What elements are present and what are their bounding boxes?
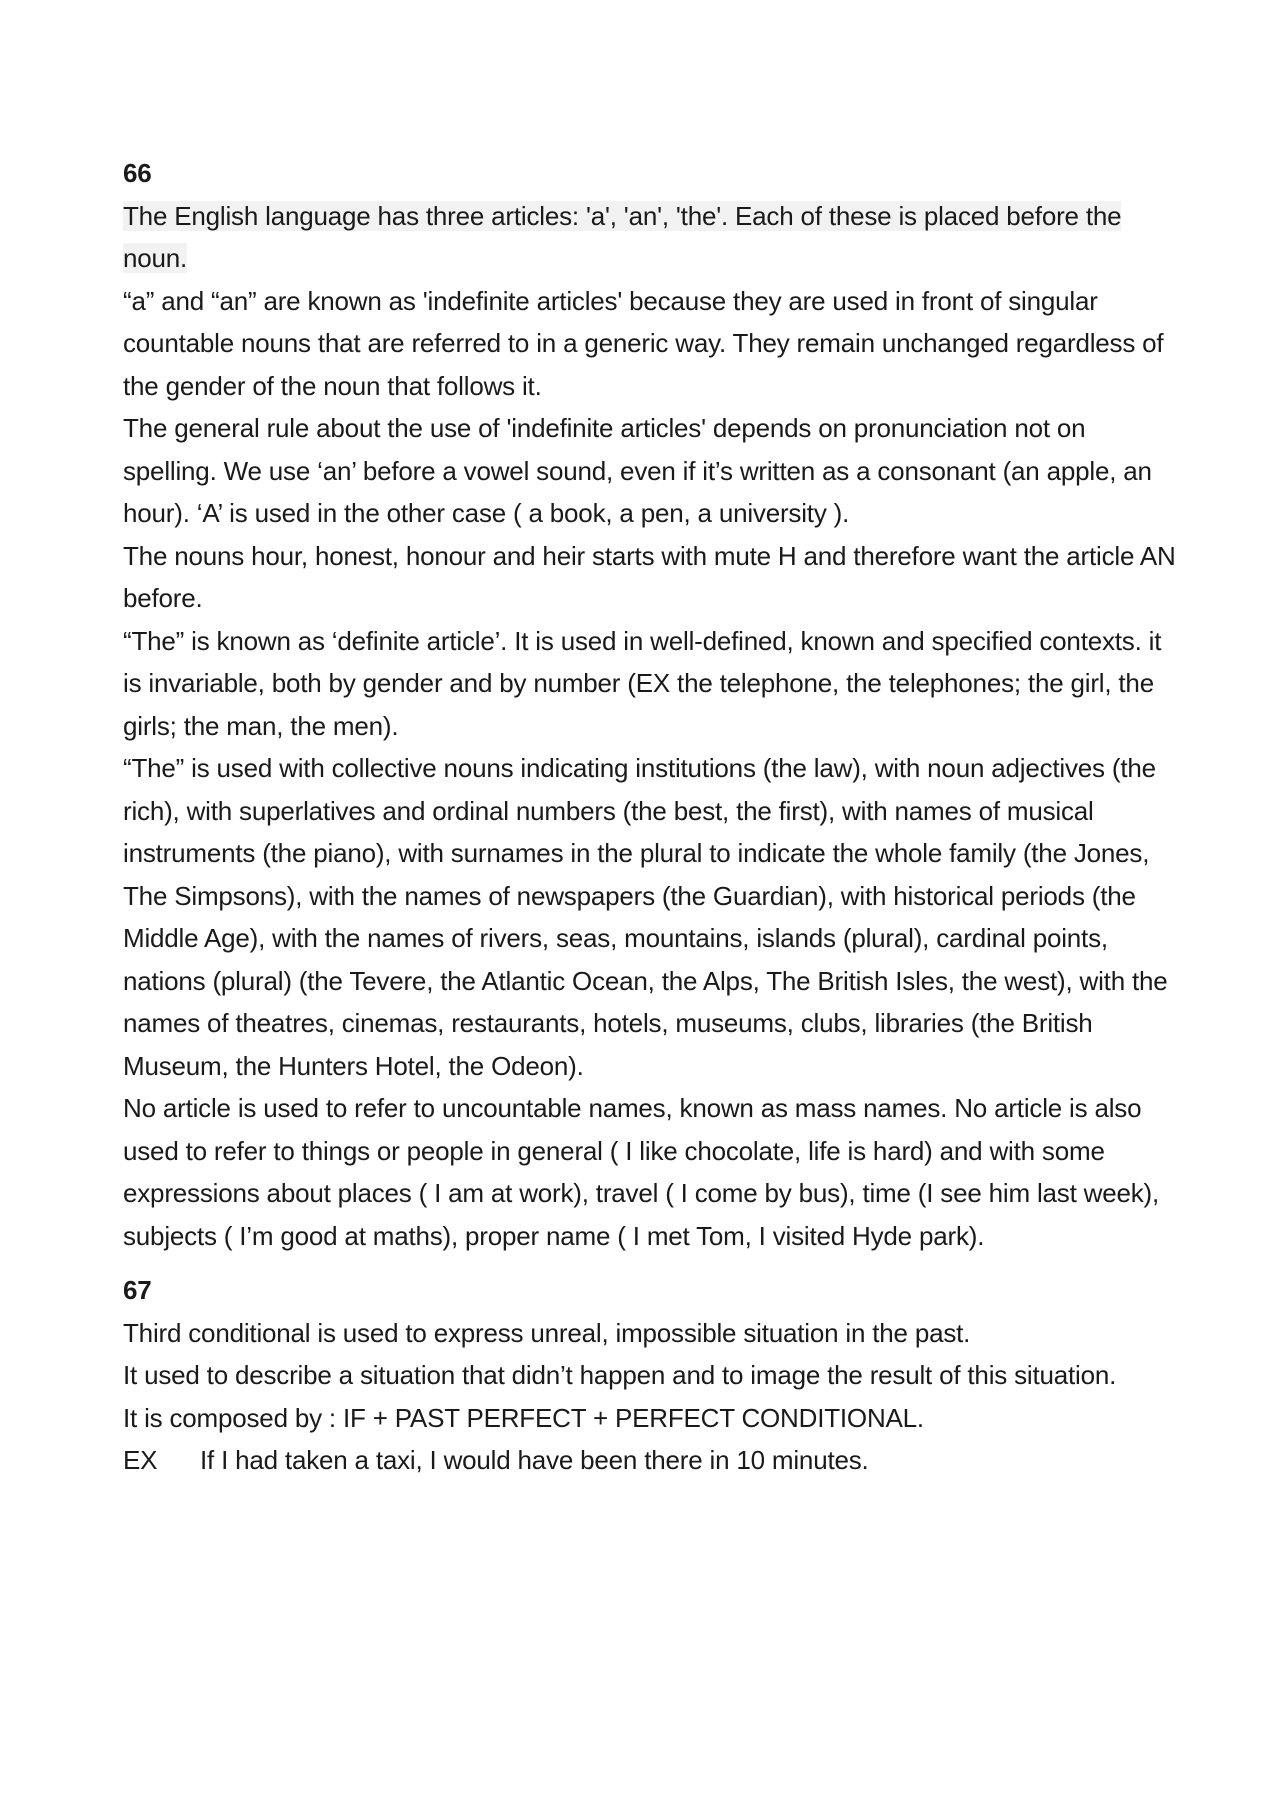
paragraph-indefinite-rule: The general rule about the use of 'indefinite articles' depends on pronunciation not on spelling. We use ‘an’ before a vowel sound, even if it’s written as a consonant (an apple, an hour). ‘A’ is used in the other case ( a book, a pen, a university ).: [123, 413, 1152, 528]
paragraph-articles-intro: [123, 195, 1183, 280]
section-number-67: 67: [123, 1275, 152, 1305]
paragraph-indefinite-articles: “a” and “an” are known as 'indefinite articles' because they are used in front of singular countable nouns that are referred to in a generic way. They remain unchanged regardless of the gender of the noun that follows it.: [123, 285, 1164, 401]
paragraph-no-article: No article is used to refer to uncountable names, known as mass names. No article is also used to refer to things or people in general ( I like chocolate, life is hard) and with some expressions about places ( I am at work), travel ( I come by bus), time (I see him last week), subjects ( I’m good at maths), proper name ( I met Tom, I visited Hyde park).: [123, 1093, 1160, 1251]
paragraph-definite-article: “The” is known as ‘definite article’. It is used in well-defined, known and specified contexts. it is invariable, both by gender and by number (EX the telephone, the telephones; the girl, the girls; the man, the men).: [123, 625, 1162, 741]
example-label: EX: [123, 1445, 158, 1475]
paragraph-third-conditional: Third conditional is used to express unreal, impossible situation in the past.: [123, 1317, 971, 1348]
section-number-66: 66: [123, 158, 152, 188]
section-gap: [123, 1257, 1183, 1269]
document-page: [123, 152, 1183, 1482]
paragraph-mute-h: The nouns hour, honest, honour and heir starts with mute H and therefore want the article AN before.: [123, 540, 1176, 613]
paragraph-third-conditional-form: It is composed by : IF + PAST PERFECT + PERFECT CONDITIONAL.: [123, 1402, 924, 1433]
highlighted-text: The English language has three articles: 'a', 'an', 'the'. Each of these is placed before the noun.: [123, 200, 1122, 273]
example-line: [123, 1439, 1183, 1482]
paragraph-third-conditional-use: It used to describe a situation that didn’t happen and to image the result of this situation.: [123, 1360, 1117, 1390]
example-text: If I had taken a taxi, I would have been there in 10 minutes.: [200, 1445, 869, 1475]
paragraph-definite-uses: “The” is used with collective nouns indicating institutions (the law), with noun adjectives (the rich), with superlatives and ordinal numbers (the best, the first), with names of musical instruments (the piano), with surnames in the plural to indicate the whole family (the Jones, The Simpsons), with the names of newspapers (the Guardian), with historical periods (the Middle Age), with the names of rivers, seas, mountains, islands (plural), cardinal points, nations (plural) (the Tevere, the Atlantic Ocean, the Alps, The British Isles, the west), with the names of theatres, cinemas, restaurants, hotels, museums, clubs, libraries (the British Museum, the Hunters Hotel, the Odeon).: [123, 753, 1168, 1081]
